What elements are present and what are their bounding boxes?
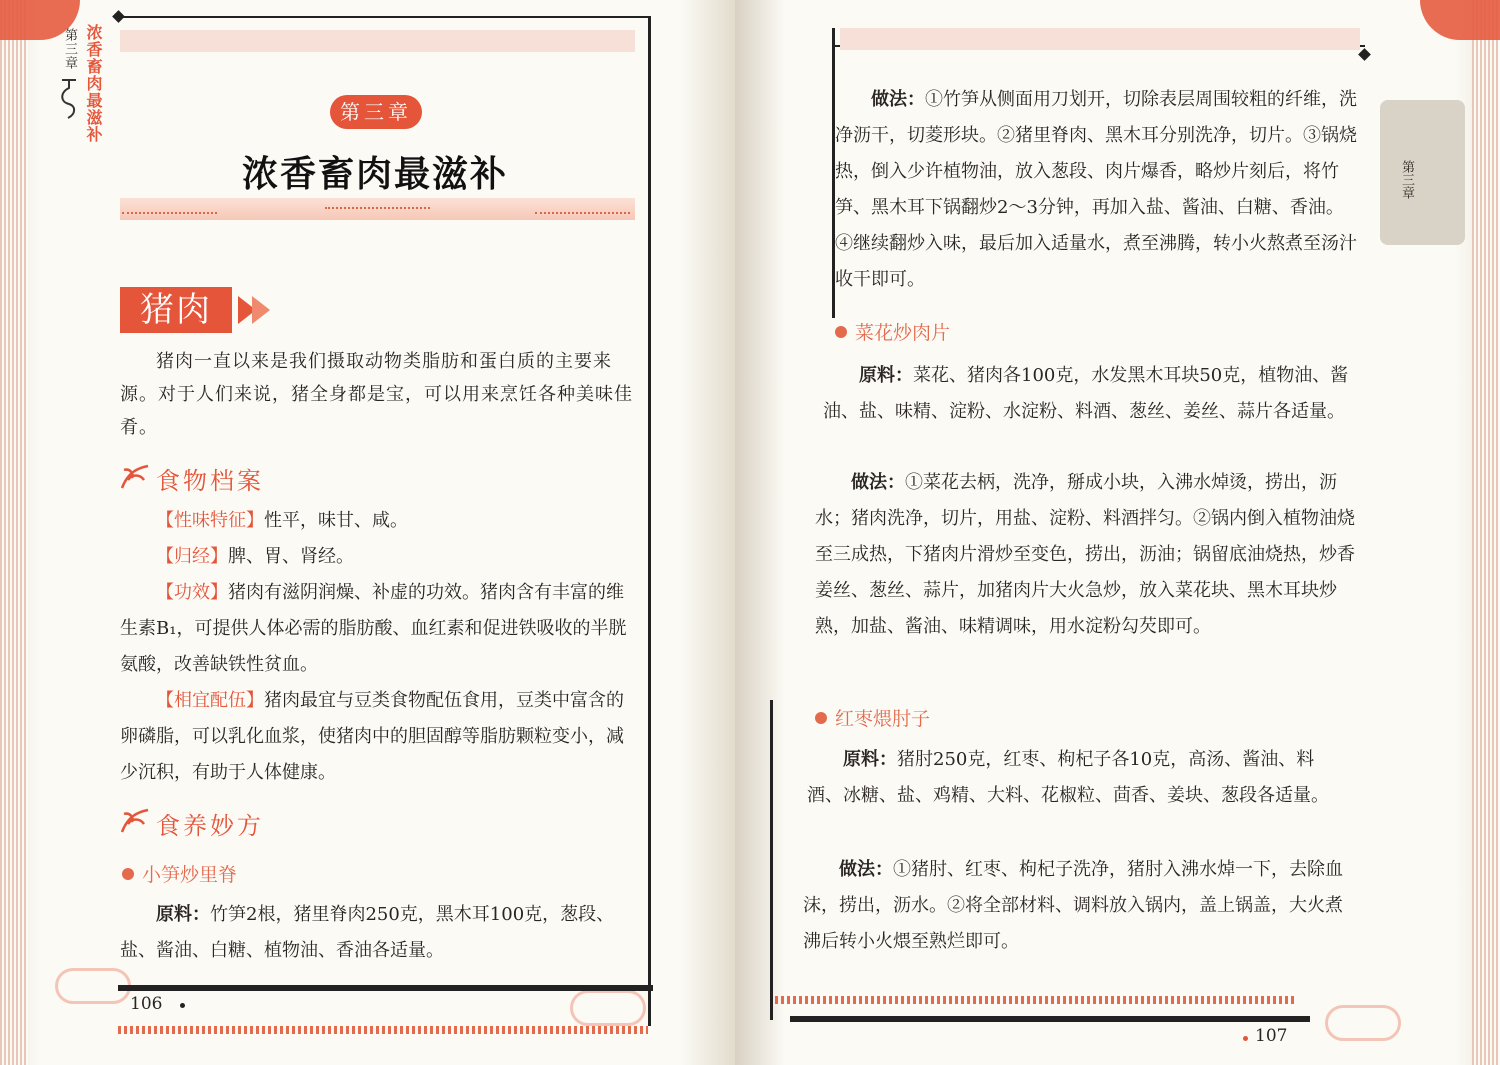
profile-text: 性平，味甘、咸。 [264,510,408,531]
profile-label: 【性味特征】 [156,510,264,531]
profile-text: 猪肉最宜与豆类食物配伍食用，豆类中富含的卵磷脂，可以乳化血浆，使猪肉中的胆固醇等脂肪颗粒变小，减少沉积，有助于人体健康。 [120,690,624,783]
method-paragraph [803,852,1348,960]
ingredients-label: 原料： [859,365,913,386]
profile-text: 脾、胃、肾经。 [228,546,354,567]
recipe-title [122,860,237,887]
page-edge-stripes [1472,0,1500,1065]
ingredients-text: 竹笋2根，猪里脊肉250克，黑木耳100克，葱段、盐、酱油、白糖、植物油、香油各适量。 [120,904,615,961]
chapter-badge: 第三章 [330,95,422,129]
frame-side-line [648,16,651,1026]
recipe-title [815,704,930,731]
ingredients [823,358,1358,430]
page-number: 106 [130,994,163,1014]
profile-label: 【相宜配伍】 [156,690,264,711]
flourish-icon [118,806,152,836]
method-paragraph [835,82,1360,298]
profile-item [120,683,635,791]
chapter-tab [1380,100,1465,245]
arrow-right-icon [238,296,280,324]
ingredients [120,897,635,969]
frame-side-line [770,700,773,1020]
method-text: ①猪肘、红枣、枸杞子洗净，猪肘入沸水焯一下，去除血沫，捞出，沥水。②将全部材料、调料放入锅内，盖上锅盖，大火煮沸后转小火煨至熟烂即可。 [803,859,1343,952]
flourish-icon [118,462,152,492]
page-dot [1243,1036,1248,1041]
profile-item [120,539,635,575]
bottom-rule [790,1016,1310,1022]
method-label: 做法： [839,859,893,880]
right-page [735,0,1500,1065]
ingredients [807,742,1347,814]
dotted-divider [535,212,630,216]
method-text: ①菜花去柄，洗净，掰成小块，入沸水焯烫，捞出，沥水；猪肉洗净，切片，用盐、淀粉、料酒拌匀。②锅内倒入植物油烧至三成热，下猪肉片滑炒至变色，捞出，沥油；锅留底油烧热，炒香姜丝、葱丝、蒜片，加猪肉片大火急炒，放入菜花块、黑木耳块炒熟，加盐、酱油、味精调味，用水淀粉勾芡即可。 [815,472,1355,637]
section-title: 猪肉 [120,287,232,333]
profile-text: 猪肉有滋阴润燥、补虚的功效。猪肉含有丰富的维生素B₁，可提供人体必需的脂肪酸、血红素和促进铁吸收的半胱氨酸，改善缺铁性贫血。 [120,582,627,675]
frame-diamond [1358,48,1371,61]
profile-label: 【归经】 [156,546,228,567]
chapter-tab-label: 第三章 [1399,160,1414,199]
page-edge-stripes [0,0,28,1065]
page-number: 107 [1255,1026,1288,1046]
recipes-heading: 食养妙方 [156,812,264,840]
corner-ornament [1420,0,1500,40]
running-title: 浓香畜肉最滋补 [84,24,103,143]
bullet-icon [122,868,134,880]
frame-diamond [112,10,125,23]
left-page [0,0,735,1065]
ingredients-label: 原料： [843,749,897,770]
ingredients-text: 猪肘250克，红枣、枸杞子各10克，高汤、酱油、料酒、冰糖、盐、鸡精、大料、花椒粒、茴香、姜块、葱段各适量。 [807,749,1329,806]
dotted-divider [122,212,217,216]
method-text: ①竹笋从侧面用刀划开，切除表层周围较粗的纤维，洗净沥干，切菱形块。②猪里脊肉、黑木耳分别洗净，切片。③锅烧热，倒入少许植物油，放入葱段、肉片爆香，略炒片刻后，将竹笋、黑木耳下锅翻炒2～3分钟，再加入盐、酱油、白糖、香油。④继续翻炒入味，最后加入适量水，煮至沸腾，转小火熬煮至汤汁收干即可。 [835,89,1357,290]
recipe-title-text: 菜花炒肉片 [855,322,951,344]
method-label: 做法： [871,89,925,110]
intro-paragraph: 猪肉一直以来是我们摄取动物类脂肪和蛋白质的主要来源。对于人们来说，猪全身都是宝，可以用来烹饪各种美味佳肴。 [120,351,633,438]
dotted-divider [325,207,430,211]
cloud-ornament-icon [1325,1005,1401,1041]
profile-label: 【功效】 [156,582,228,603]
profile-item [120,575,635,683]
cloud-ornament-icon [570,990,646,1026]
page-dot [180,1003,185,1008]
bottom-rule [118,985,653,991]
bullet-icon [815,712,827,724]
ingredients-text: 菜花、猪肉各100克，水发黑木耳块50克，植物油、酱油、盐、味精、淀粉、水淀粉、料酒、葱丝、姜丝、蒜片各适量。 [823,365,1349,422]
frame-top-line [118,16,648,18]
scroll-ornament-icon [58,78,80,122]
dotted-divider [775,996,1295,1004]
recipe-title-text: 小笋炒里脊 [142,864,238,886]
chapter-title: 浓香畜肉最滋补 [241,154,508,195]
method-label: 做法： [851,472,905,493]
profile-item [120,503,635,539]
dotted-divider [118,1026,648,1034]
running-chapter: 第三章 [62,28,77,70]
ingredients-label: 原料： [156,904,210,925]
food-profile-heading: 食物档案 [156,467,264,495]
recipe-title [835,318,950,345]
bullet-icon [835,326,847,338]
header-band [120,30,635,52]
recipe-title-text: 红枣煨肘子 [835,708,931,730]
method-paragraph [815,465,1355,645]
header-band [840,28,1360,50]
